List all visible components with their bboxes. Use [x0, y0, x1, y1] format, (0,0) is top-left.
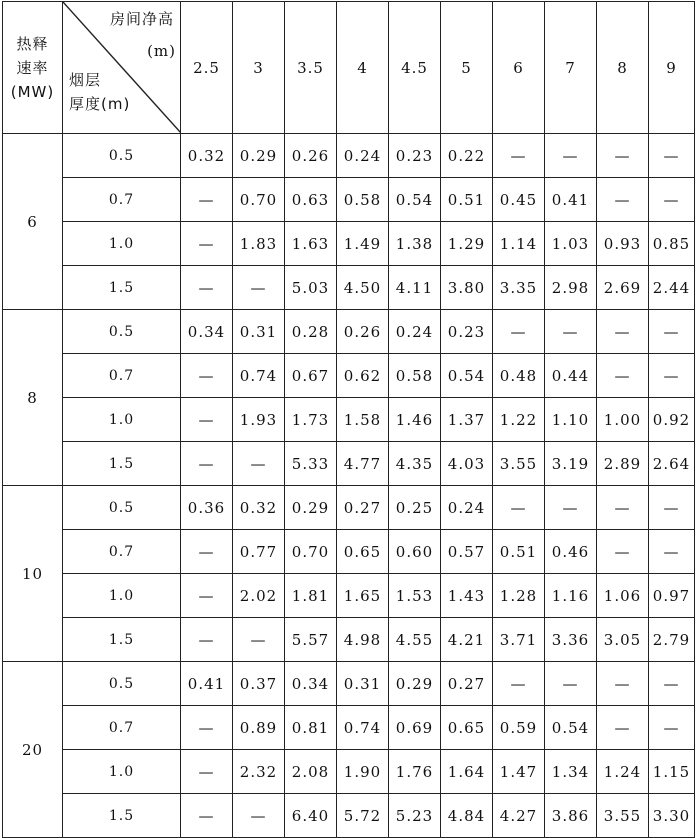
value-cell: 1.73	[285, 398, 337, 442]
value-cell: 2.89	[597, 442, 649, 486]
value-cell: 4.84	[441, 794, 493, 838]
table-row	[3, 662, 695, 706]
value-cell: —	[545, 310, 597, 354]
value-cell: 1.29	[441, 222, 493, 266]
height-header-6: 6	[493, 2, 545, 134]
value-cell: 1.83	[233, 222, 285, 266]
value-cell: 0.67	[285, 354, 337, 398]
value-cell: 3.86	[545, 794, 597, 838]
value-cell: 3.80	[441, 266, 493, 310]
value-cell: 0.70	[285, 530, 337, 574]
value-cell: 1.38	[389, 222, 441, 266]
thickness-header-line-1: 烟层	[69, 71, 102, 89]
table-row	[3, 706, 695, 750]
value-cell: —	[493, 310, 545, 354]
value-cell: 1.28	[493, 574, 545, 618]
value-cell: —	[233, 618, 285, 662]
value-cell: 3.36	[545, 618, 597, 662]
table-row	[3, 398, 695, 442]
height-header-9: 9	[649, 2, 695, 134]
height-header-4: 4.5	[389, 2, 441, 134]
value-cell: 1.00	[597, 398, 649, 442]
value-cell: 0.31	[233, 310, 285, 354]
smoke-table-page	[2, 1, 698, 825]
diagonal-header-cell	[63, 2, 181, 134]
value-cell: —	[597, 486, 649, 530]
value-cell: 0.48	[493, 354, 545, 398]
rate-header-cell	[3, 2, 63, 134]
value-cell: 2.02	[233, 574, 285, 618]
value-cell: 2.79	[649, 618, 695, 662]
value-cell: 0.29	[233, 134, 285, 178]
value-cell: —	[181, 794, 233, 838]
value-cell: —	[649, 134, 695, 178]
value-cell: 4.98	[337, 618, 389, 662]
smoke-thickness-cell: 1.5	[63, 442, 181, 486]
value-cell: —	[597, 134, 649, 178]
value-cell: 4.21	[441, 618, 493, 662]
heat-release-rate-cell: 10	[3, 486, 63, 662]
value-cell: —	[181, 530, 233, 574]
smoke-thickness-cell: 1.5	[63, 618, 181, 662]
value-cell: 4.35	[389, 442, 441, 486]
value-cell: —	[181, 178, 233, 222]
value-cell: 0.58	[389, 354, 441, 398]
value-cell: —	[233, 266, 285, 310]
value-cell: 1.63	[285, 222, 337, 266]
thickness-header-line-2: 厚度(m)	[69, 95, 131, 113]
value-cell: 0.45	[493, 178, 545, 222]
value-cell: 4.50	[337, 266, 389, 310]
value-cell: 1.90	[337, 750, 389, 794]
height-header-1: 3	[233, 2, 285, 134]
smoke-thickness-cell: 0.5	[63, 486, 181, 530]
value-cell: 0.41	[181, 662, 233, 706]
table-row	[3, 310, 695, 354]
smoke-thickness-cell: 0.7	[63, 178, 181, 222]
value-cell: 0.70	[233, 178, 285, 222]
value-cell: —	[649, 178, 695, 222]
value-cell: —	[493, 486, 545, 530]
table-row	[3, 222, 695, 266]
heat-release-rate-cell: 8	[3, 310, 63, 486]
value-cell: 0.54	[441, 354, 493, 398]
value-cell: 0.32	[233, 486, 285, 530]
value-cell: 1.43	[441, 574, 493, 618]
table-row	[3, 266, 695, 310]
height-header-8: 8	[597, 2, 649, 134]
height-header-0: 2.5	[181, 2, 233, 134]
value-cell: 0.25	[389, 486, 441, 530]
value-cell: 0.37	[233, 662, 285, 706]
height-unit-label: (m)	[147, 42, 176, 60]
value-cell: 2.69	[597, 266, 649, 310]
value-cell: 0.57	[441, 530, 493, 574]
value-cell: —	[233, 794, 285, 838]
value-cell: 0.85	[649, 222, 695, 266]
value-cell: 0.26	[337, 310, 389, 354]
value-cell: 1.34	[545, 750, 597, 794]
value-cell: 0.51	[441, 178, 493, 222]
value-cell: 2.98	[545, 266, 597, 310]
value-cell: 0.74	[233, 354, 285, 398]
value-cell: 0.27	[441, 662, 493, 706]
rate-header-line-2: 速率	[16, 58, 49, 77]
value-cell: 1.93	[233, 398, 285, 442]
value-cell: —	[545, 134, 597, 178]
value-cell: 0.41	[545, 178, 597, 222]
value-cell: —	[181, 354, 233, 398]
table-row	[3, 442, 695, 486]
value-cell: —	[493, 134, 545, 178]
value-cell: 0.34	[285, 662, 337, 706]
value-cell: —	[597, 530, 649, 574]
height-header-label: 房间净高	[109, 10, 174, 28]
value-cell: 0.24	[441, 486, 493, 530]
table-row	[3, 794, 695, 838]
value-cell: 0.29	[285, 486, 337, 530]
value-cell: 0.27	[337, 486, 389, 530]
value-cell: —	[649, 662, 695, 706]
value-cell: 5.03	[285, 266, 337, 310]
value-cell: 0.24	[337, 134, 389, 178]
value-cell: 0.31	[337, 662, 389, 706]
value-cell: 4.03	[441, 442, 493, 486]
value-cell: 0.26	[285, 134, 337, 178]
value-cell: 0.74	[337, 706, 389, 750]
smoke-thickness-cell: 0.5	[63, 310, 181, 354]
value-cell: 1.49	[337, 222, 389, 266]
smoke-thickness-cell: 1.5	[63, 794, 181, 838]
value-cell: 0.92	[649, 398, 695, 442]
value-cell: 1.47	[493, 750, 545, 794]
value-cell: 0.24	[389, 310, 441, 354]
smoke-thickness-cell: 0.5	[63, 134, 181, 178]
value-cell: 5.72	[337, 794, 389, 838]
value-cell: 3.55	[597, 794, 649, 838]
heat-release-rate-cell: 6	[3, 134, 63, 310]
rate-header-line-3: (MW)	[10, 82, 55, 101]
value-cell: —	[649, 310, 695, 354]
value-cell: —	[649, 706, 695, 750]
value-cell: 1.24	[597, 750, 649, 794]
value-cell: 0.23	[389, 134, 441, 178]
value-cell: 3.35	[493, 266, 545, 310]
value-cell: 0.58	[337, 178, 389, 222]
value-cell: 0.22	[441, 134, 493, 178]
table-row	[3, 530, 695, 574]
table-row	[3, 574, 695, 618]
value-cell: 1.46	[389, 398, 441, 442]
value-cell: —	[597, 354, 649, 398]
table-row	[3, 178, 695, 222]
smoke-thickness-cell: 1.0	[63, 574, 181, 618]
table-row	[3, 486, 695, 530]
value-cell: —	[649, 486, 695, 530]
value-cell: 0.54	[389, 178, 441, 222]
height-header-7: 7	[545, 2, 597, 134]
value-cell: 3.05	[597, 618, 649, 662]
value-cell: 1.37	[441, 398, 493, 442]
heat-release-rate-cell: 20	[3, 662, 63, 838]
value-cell: —	[545, 486, 597, 530]
value-cell: —	[597, 178, 649, 222]
value-cell: —	[493, 662, 545, 706]
value-cell: —	[181, 398, 233, 442]
value-cell: 3.19	[545, 442, 597, 486]
rate-header-line-1: 热释	[16, 34, 49, 53]
value-cell: 0.29	[389, 662, 441, 706]
height-header-3: 4	[337, 2, 389, 134]
value-cell: 0.65	[337, 530, 389, 574]
value-cell: 0.54	[545, 706, 597, 750]
smoke-thickness-cell: 1.0	[63, 222, 181, 266]
value-cell: 5.23	[389, 794, 441, 838]
smoke-thickness-cell: 1.5	[63, 266, 181, 310]
height-header-5: 5	[441, 2, 493, 134]
value-cell: 1.14	[493, 222, 545, 266]
smoke-thickness-cell: 0.7	[63, 530, 181, 574]
value-cell: —	[181, 750, 233, 794]
smoke-thickness-cell: 0.5	[63, 662, 181, 706]
value-cell: 2.08	[285, 750, 337, 794]
value-cell: 0.34	[181, 310, 233, 354]
value-cell: 3.30	[649, 794, 695, 838]
value-cell: 0.32	[181, 134, 233, 178]
value-cell: 0.63	[285, 178, 337, 222]
value-cell: 0.69	[389, 706, 441, 750]
value-cell: 0.77	[233, 530, 285, 574]
value-cell: —	[649, 530, 695, 574]
value-cell: —	[181, 266, 233, 310]
value-cell: 3.55	[493, 442, 545, 486]
value-cell: —	[597, 706, 649, 750]
value-cell: 4.27	[493, 794, 545, 838]
value-cell: 4.55	[389, 618, 441, 662]
value-cell: 0.51	[493, 530, 545, 574]
value-cell: 1.15	[649, 750, 695, 794]
value-cell: 1.16	[545, 574, 597, 618]
value-cell: 0.81	[285, 706, 337, 750]
value-cell: 0.62	[337, 354, 389, 398]
value-cell: 1.03	[545, 222, 597, 266]
value-cell: 1.65	[337, 574, 389, 618]
value-cell: —	[545, 662, 597, 706]
value-cell: 1.22	[493, 398, 545, 442]
value-cell: 6.40	[285, 794, 337, 838]
value-cell: 0.97	[649, 574, 695, 618]
table-row	[3, 134, 695, 178]
value-cell: —	[597, 662, 649, 706]
value-cell: 3.71	[493, 618, 545, 662]
value-cell: 1.06	[597, 574, 649, 618]
value-cell: 0.89	[233, 706, 285, 750]
thickness-header-label	[69, 68, 130, 116]
value-cell: 5.33	[285, 442, 337, 486]
value-cell: 1.81	[285, 574, 337, 618]
value-cell: 0.59	[493, 706, 545, 750]
value-cell: —	[181, 706, 233, 750]
smoke-thickness-cell: 0.7	[63, 354, 181, 398]
value-cell: 0.60	[389, 530, 441, 574]
value-cell: 2.32	[233, 750, 285, 794]
smoke-thickness-cell: 0.7	[63, 706, 181, 750]
value-cell: —	[181, 222, 233, 266]
header-row	[3, 2, 695, 134]
value-cell: 1.58	[337, 398, 389, 442]
value-cell: 0.46	[545, 530, 597, 574]
smoke-thickness-cell: 1.0	[63, 750, 181, 794]
value-cell: —	[181, 442, 233, 486]
value-cell: —	[181, 574, 233, 618]
value-cell: —	[649, 354, 695, 398]
value-cell: 4.11	[389, 266, 441, 310]
value-cell: —	[181, 618, 233, 662]
table-row	[3, 750, 695, 794]
value-cell: 1.10	[545, 398, 597, 442]
value-cell: 4.77	[337, 442, 389, 486]
value-cell: —	[597, 310, 649, 354]
value-cell: 0.36	[181, 486, 233, 530]
smoke-thickness-cell: 1.0	[63, 398, 181, 442]
smoke-exhaust-table	[2, 1, 695, 838]
value-cell: 0.93	[597, 222, 649, 266]
value-cell: 2.64	[649, 442, 695, 486]
value-cell: 1.76	[389, 750, 441, 794]
value-cell: —	[233, 442, 285, 486]
value-cell: 0.65	[441, 706, 493, 750]
value-cell: 0.44	[545, 354, 597, 398]
table-row	[3, 618, 695, 662]
value-cell: 2.44	[649, 266, 695, 310]
value-cell: 0.23	[441, 310, 493, 354]
value-cell: 5.57	[285, 618, 337, 662]
height-header-2: 3.5	[285, 2, 337, 134]
table-row	[3, 354, 695, 398]
value-cell: 1.64	[441, 750, 493, 794]
value-cell: 0.28	[285, 310, 337, 354]
value-cell: 1.53	[389, 574, 441, 618]
